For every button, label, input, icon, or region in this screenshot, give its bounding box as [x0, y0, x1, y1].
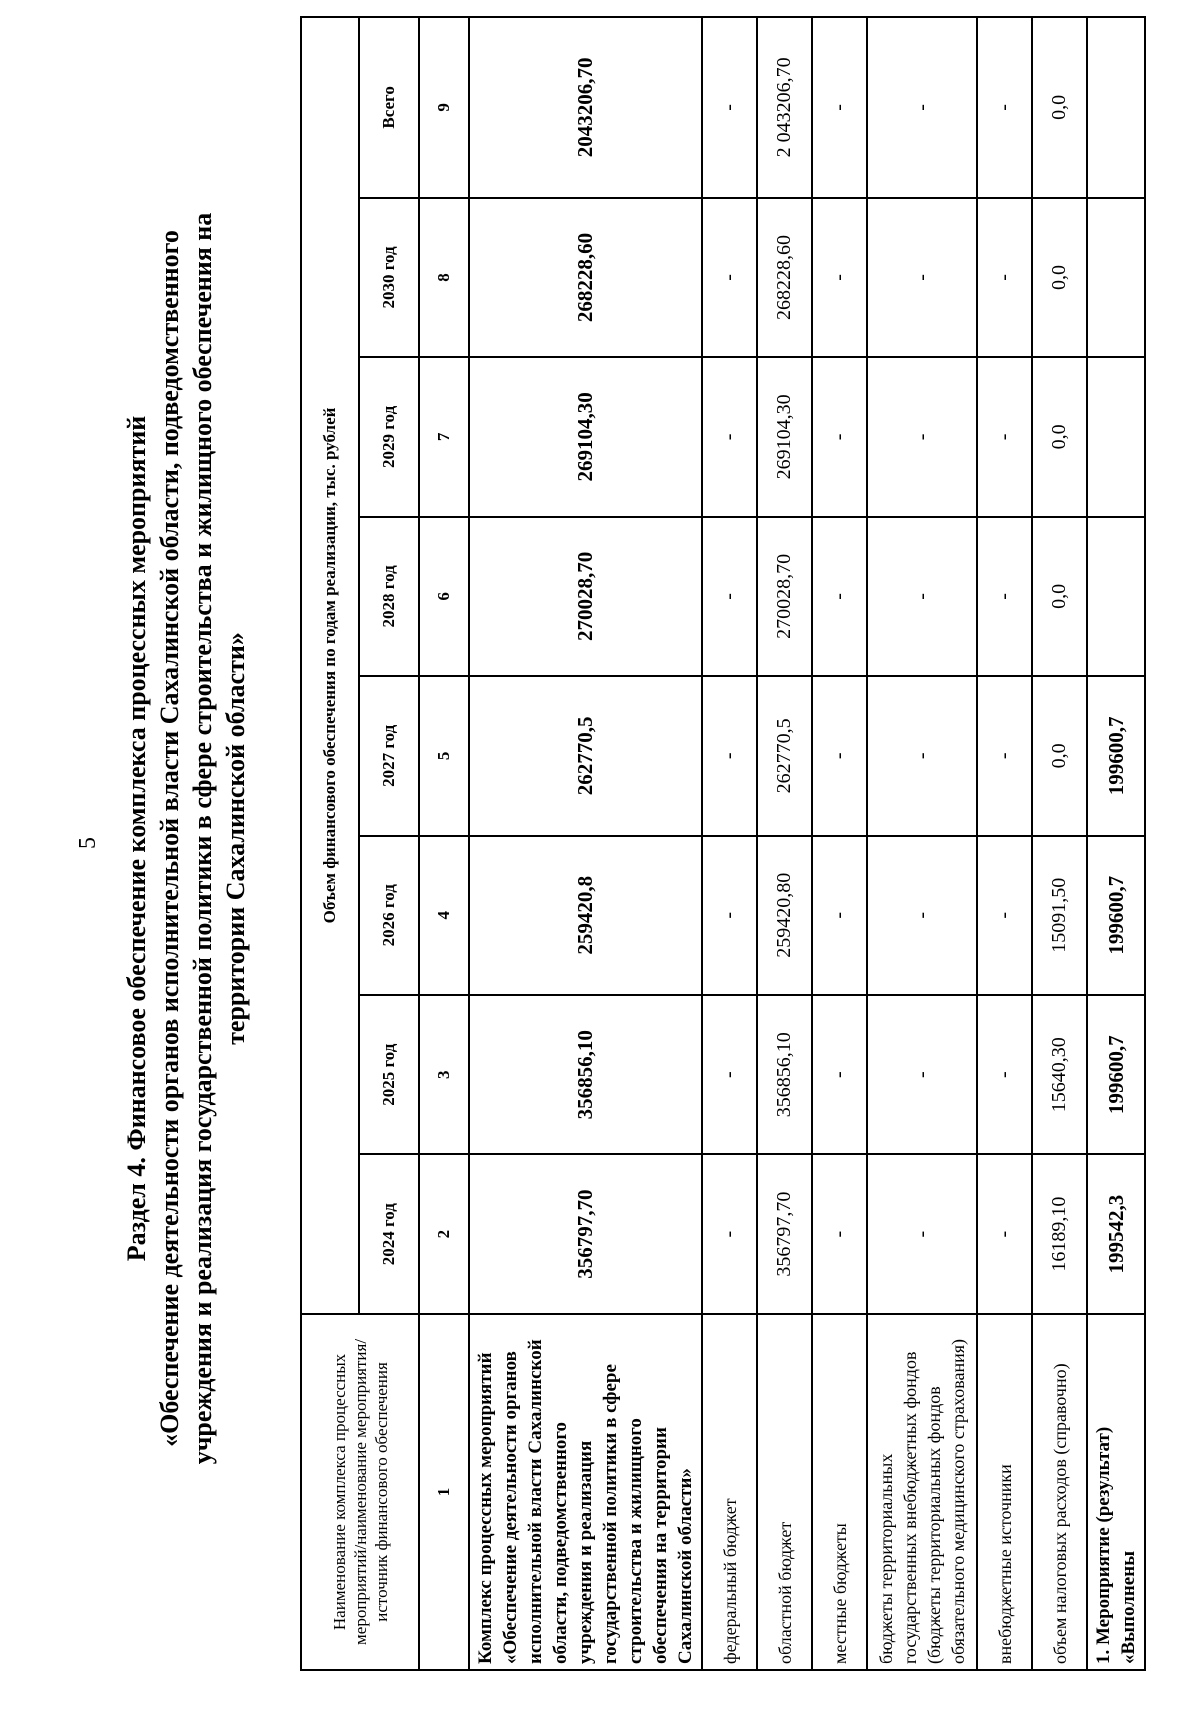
table-row-regional — [757, 17, 812, 1670]
cell-value: - — [867, 198, 977, 357]
header-name: Наименование комплекса процессных мероприятий/наименование мероприятия/источник финансового обеспечения — [301, 1314, 419, 1670]
cell-value: 268228,60 — [757, 198, 812, 357]
cell-value: 0,0 — [1032, 198, 1087, 357]
year-header: 2024 год — [359, 1154, 419, 1313]
heading-line-4: территории Сахалинской области» — [221, 632, 250, 1045]
cell-value: - — [977, 836, 1032, 995]
heading-line-2: «Обеспечение деятельности органов исполнительной власти Сахалинской области, подведомственного — [155, 230, 184, 1447]
cell-value: - — [702, 517, 757, 676]
cell-value: - — [702, 995, 757, 1154]
row-name: местные бюджеты — [812, 1314, 867, 1670]
row-name: внебюджетные источники — [977, 1314, 1032, 1670]
cell-value: 199600,7 — [1087, 836, 1145, 995]
table-row-tax-expenditure — [1032, 17, 1087, 1670]
column-index: 3 — [419, 995, 469, 1154]
section-heading — [120, 191, 252, 1486]
cell-value: 356856,10 — [757, 995, 812, 1154]
cell-value: 2 043206,70 — [757, 17, 812, 198]
table-row-federal — [702, 17, 757, 1670]
cell-value: - — [867, 17, 977, 198]
cell-value: - — [812, 1154, 867, 1313]
cell-value: 259420,8 — [469, 836, 702, 995]
cell-value: - — [977, 357, 1032, 516]
year-header: 2029 год — [359, 357, 419, 516]
cell-value: 199542,3 — [1087, 1154, 1145, 1313]
cell-value: - — [702, 17, 757, 198]
year-header: 2027 год — [359, 676, 419, 835]
column-index: 4 — [419, 836, 469, 995]
cell-value: - — [977, 517, 1032, 676]
cell-value: 270028,70 — [757, 517, 812, 676]
row-name: областной бюджет — [757, 1314, 812, 1670]
column-index: 5 — [419, 676, 469, 835]
column-index: 7 — [419, 357, 469, 516]
cell-value: - — [812, 198, 867, 357]
cell-value: - — [702, 836, 757, 995]
cell-value: 356797,70 — [469, 1154, 702, 1313]
index-row — [419, 17, 469, 1670]
cell-value: - — [702, 198, 757, 357]
cell-value: - — [977, 676, 1032, 835]
year-header: 2026 год — [359, 836, 419, 995]
cell-value: - — [867, 995, 977, 1154]
table-row-complex — [469, 17, 702, 1670]
cell-value: - — [867, 1154, 977, 1313]
cell-value: - — [812, 995, 867, 1154]
cell-value: - — [812, 17, 867, 198]
cell-value: - — [812, 676, 867, 835]
cell-value: 0,0 — [1032, 357, 1087, 516]
cell-value: 356797,70 — [757, 1154, 812, 1313]
row-name: федеральный бюджет — [702, 1314, 757, 1670]
column-index: 6 — [419, 517, 469, 676]
row-name: бюджеты территориальных государственных внебюджетных фондов (бюджеты территориальных фондов обязательного медицинского страхования) — [867, 1314, 977, 1670]
cell-value — [1087, 517, 1145, 676]
cell-value: 269104,30 — [757, 357, 812, 516]
cell-value — [1087, 17, 1145, 198]
cell-value: - — [867, 517, 977, 676]
cell-value: 15091,50 — [1032, 836, 1087, 995]
header-row-1 — [301, 17, 359, 1670]
financing-table — [300, 16, 1146, 1671]
cell-value: 259420,80 — [757, 836, 812, 995]
cell-value: 268228,60 — [469, 198, 702, 357]
cell-value: 262770,5 — [757, 676, 812, 835]
cell-value: - — [867, 676, 977, 835]
cell-value: 15640,30 — [1032, 995, 1087, 1154]
heading-line-1: Раздел 4. Финансовое обеспечение комплекса процессных мероприятий — [122, 415, 151, 1262]
cell-value: - — [812, 836, 867, 995]
column-index: 1 — [419, 1314, 469, 1670]
cell-value: 269104,30 — [469, 357, 702, 516]
cell-value: 199600,7 — [1087, 995, 1145, 1154]
cell-value: - — [977, 995, 1032, 1154]
cell-value: - — [867, 836, 977, 995]
cell-value: - — [812, 517, 867, 676]
cell-value: 270028,70 — [469, 517, 702, 676]
year-header: 2025 год — [359, 995, 419, 1154]
column-index: 2 — [419, 1154, 469, 1313]
cell-value — [1087, 198, 1145, 357]
row-name: Комплекс процессных мероприятий «Обеспечение деятельности органов исполнительной власти Сахалинской области, подведомственного учреждения и реализация государственной политики в сфере строительства и жилищного обеспечения на территории Сахалинской области» — [469, 1314, 702, 1670]
cell-value: 199600,7 — [1087, 676, 1145, 835]
table-row-extrabudget — [977, 17, 1032, 1670]
cell-value: 0,0 — [1032, 517, 1087, 676]
cell-value: - — [867, 357, 977, 516]
table-row-local — [812, 17, 867, 1670]
cell-value: 356856,10 — [469, 995, 702, 1154]
cell-value: - — [977, 1154, 1032, 1313]
cell-value: - — [702, 676, 757, 835]
cell-value: - — [977, 17, 1032, 198]
cell-value: - — [812, 357, 867, 516]
year-header-total: Всего — [359, 17, 419, 198]
year-header: 2030 год — [359, 198, 419, 357]
cell-value: 16189,10 — [1032, 1154, 1087, 1313]
cell-value: 2043206,70 — [469, 17, 702, 198]
cell-value: 0,0 — [1032, 676, 1087, 835]
cell-value: - — [977, 198, 1032, 357]
table-row-territorial-funds — [867, 17, 977, 1670]
header-volume: Объем финансового обеспечения по годам реализации, тыс. рублей — [301, 17, 359, 1314]
table-row-measure-1 — [1087, 17, 1145, 1670]
cell-value: 262770,5 — [469, 676, 702, 835]
page-number: 5 — [75, 837, 101, 849]
year-header: 2028 год — [359, 517, 419, 676]
cell-value: - — [702, 357, 757, 516]
cell-value — [1087, 357, 1145, 516]
cell-value: - — [702, 1154, 757, 1313]
row-name: объем налоговых расходов (справочно) — [1032, 1314, 1087, 1670]
cell-value: 0,0 — [1032, 17, 1087, 198]
column-index: 8 — [419, 198, 469, 357]
row-name: 1. Мероприятие (результат) «Выполнены — [1087, 1314, 1145, 1670]
heading-line-3: учреждения и реализация государственной политики в сфере строительства и жилищного обеспечения на — [188, 212, 217, 1465]
column-index: 9 — [419, 17, 469, 198]
